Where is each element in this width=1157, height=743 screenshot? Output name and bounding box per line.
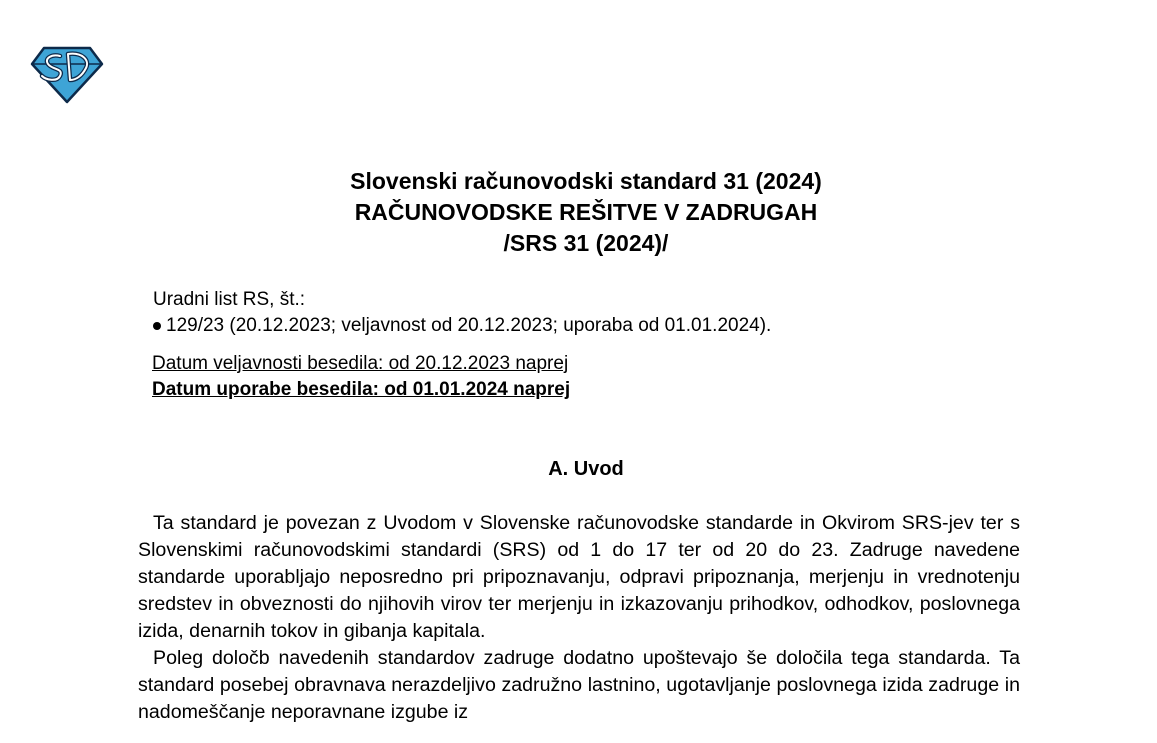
sd-logo <box>30 44 104 104</box>
title-line-2: RAČUNOVODSKE REŠITVE V ZADRUGAH <box>354 199 818 225</box>
document-title <box>0 166 1157 259</box>
shield-logo-icon <box>30 44 104 104</box>
paragraph-1: Ta standard je povezan z Uvodom v Slovenske računovodske standarde in Okvirom SRS-jev ter s Slovenskimi računovodskimi standardi (SRS) od 1 do 17 ter od 20 do 23. Zadruge navedene standarde uporabljajo neposredno pri pripoznavanju, odpravi pripoznanja, merjenju in vrednotenju sredstev in obveznosti do njihovih virov ter merjenju in izkazovanju prihodkov, odhodkov, poslovnega izida, denarnih tokov in gibanja kapitala. <box>138 512 1020 642</box>
official-gazette-reference <box>153 287 771 339</box>
title-line-1: Slovenski računovodski standard 31 (2024) <box>350 168 822 194</box>
text-dates <box>152 351 570 403</box>
gazette-item <box>153 313 771 339</box>
paragraph-2: Poleg določb navedenih standardov zadruge dodatno upoštevajo še določila tega standarda. Ta standard posebej obravnava nerazdeljivo zadružno lastnino, ugotavljanje poslovnega izida zadruge in nadomeščanje neporavnane izgube iz <box>138 647 1020 723</box>
section-body <box>138 510 1020 726</box>
gazette-label: Uradni list RS, št.: <box>153 289 306 310</box>
gazette-item-text: 129/23 (20.12.2023; veljavnost od 20.12.2023; uporaba od 01.01.2024). <box>166 315 772 336</box>
application-date: Datum uporabe besedila: od 01.01.2024 naprej <box>152 379 571 400</box>
validity-date: Datum veljavnosti besedila: od 20.12.2023 naprej <box>152 353 569 374</box>
bullet-icon <box>153 322 161 330</box>
section-heading: A. Uvod <box>548 458 624 480</box>
title-line-3: /SRS 31 (2024)/ <box>503 230 669 256</box>
